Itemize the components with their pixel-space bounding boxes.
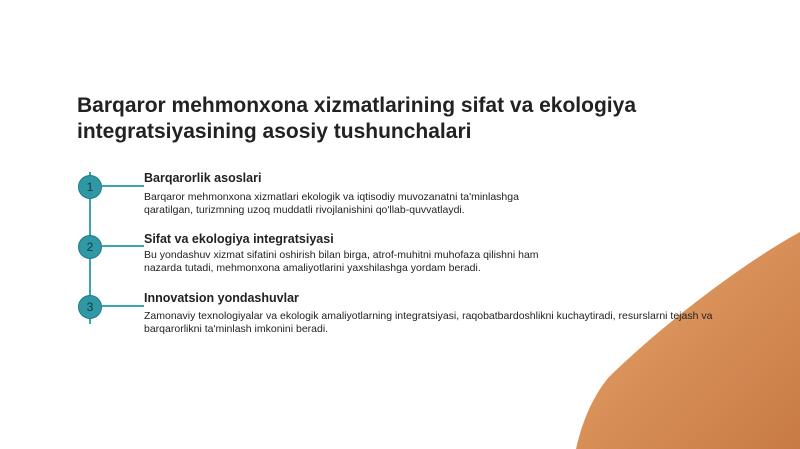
step-2-connector	[102, 245, 144, 247]
step-3-marker: 3	[78, 295, 102, 319]
step-1-marker: 1	[78, 175, 102, 199]
step-1-description: Barqaror mehmonxona xizmatlari ekologik va iqtisodiy muvozanatni ta'minlashga qaratilgan, turizmning uzoq muddatli rivojlanishini qo'llab-quvvatlaydi.	[144, 191, 519, 216]
step-3-heading: Innovatsion yondashuvlar	[144, 291, 299, 305]
step-3-description: Zamonaviy texnologiyalar va ekologik amaliyotlarning integratsiyasi, raqobatbardoshlikni kuchaytiradi, resurslarni tejash va barqarorlikni ta'minlash imkonini beradi.	[144, 310, 713, 335]
step-2-heading: Sifat va ekologiya integratsiyasi	[144, 232, 334, 246]
step-1-heading: Barqarorlik asoslari	[144, 171, 262, 185]
slide-title: Barqaror mehmonxona xizmatlarining sifat va ekologiya integratsiyasining asosiy tushunchalari	[77, 94, 636, 143]
step-2-marker: 2	[78, 235, 102, 259]
step-3-connector	[102, 305, 144, 307]
step-2-description: Bu yondashuv xizmat sifatini oshirish bilan birga, atrof-muhitni muhofaza qilishni ham nazarda tutadi, mehmonxona amaliyotlarini yaxshilashga yordam beradi.	[144, 249, 539, 274]
step-1-connector	[102, 185, 144, 187]
